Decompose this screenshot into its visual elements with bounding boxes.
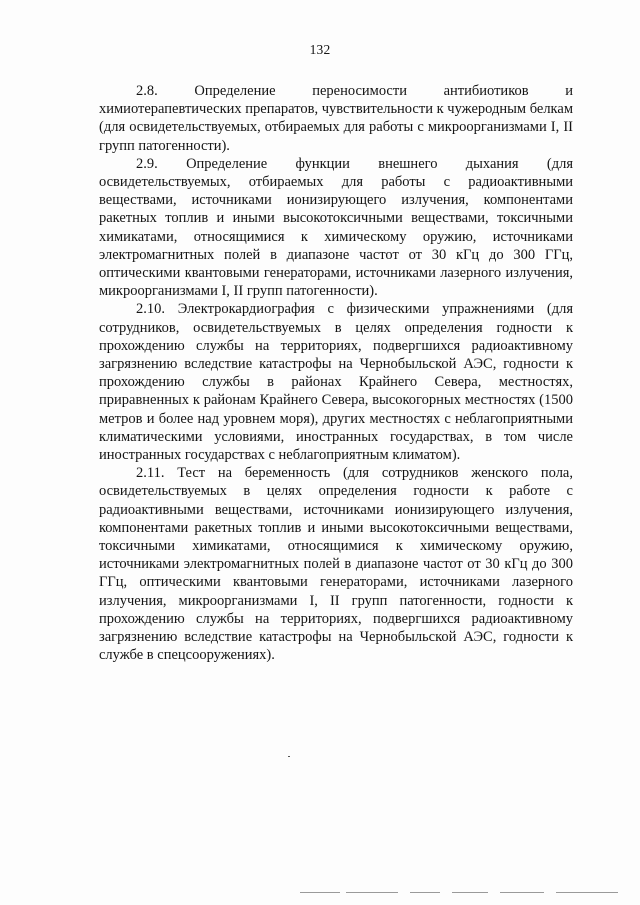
paragraph-text: Определение переносимости антибиотиков и химиотерапевтических препаратов, чувствительности к чужеродным белкам (для освидетельствуемых, отбираемых для работы с микроорганизмами I, II групп патогенности).	[99, 83, 573, 154]
scan-artifact-dot	[288, 756, 290, 757]
paragraph-2-11	[99, 464, 573, 664]
paragraph-2-9	[99, 155, 573, 301]
scan-edge-mark	[556, 892, 618, 893]
paragraph-2-10	[99, 300, 573, 464]
paragraph-2-8	[99, 82, 573, 155]
scan-edge-mark	[410, 892, 440, 893]
paragraph-text: Электрокардиография с физическими упражнениями (для сотрудников, освидетельствуемых в целях определения годности к прохождению службы на территориях, подвергшихся радиоактивному загрязнению вследствие катастрофы на Чернобыльской АЭС, годности к прохождению службы в районах Крайнего Севера, местностях, приравненных к районам Крайнего Севера, высокогорных местностях (1500 метров и более над уровнем моря), других местностях с неблагоприятными климатическими условиями, иностранных государствах, в том числе иностранных государствах с неблагоприятным климатом).	[99, 301, 573, 464]
scan-edge-mark	[452, 892, 488, 893]
paragraph-number: 2.10.	[136, 301, 165, 318]
paragraph-text: Тест на беременность (для сотрудников женского пола, освидетельствуемых в целях определения годности к работе с радиоактивными веществами, источниками ионизирующего излучения, компонентами ракетных топлив и иными высокотоксичными веществами, токсичными химикатами, относящимися к химическому оружию, источниками электромагнитных полей в диапазоне частот от 30 кГц до 300 ГГц, оптическими квантовыми генераторами, источниками лазерного излучения, микроорганизмами I, II групп патогенности, годности к прохождению службы на территориях, подвергшихся радиоактивному загрязнению вследствие катастрофы на Чернобыльской АЭС, годности к службе в спецсооружениях).	[99, 465, 573, 664]
scan-edge-mark	[500, 892, 544, 893]
scan-edge-mark	[300, 892, 340, 893]
paragraph-number: 2.8.	[136, 83, 158, 99]
paragraph-text: Определение функции внешнего дыхания (для освидетельствуемых, отбираемых для работы с радиоактивными веществами, источниками ионизирующего излучения, компонентами ракетных топлив и иными высокотоксичными веществами, токсичными химикатами, относящимися к химическому оружию, источниками электромагнитных полей в диапазоне частот от 30 кГц до 300 ГГц, оптическими квантовыми генераторами, источниками лазерного излучения, микроорганизмами I, II групп патогенности).	[99, 155, 573, 300]
page-number: 132	[309, 42, 331, 57]
paragraph-number: 2.9.	[136, 155, 158, 172]
paragraph-number: 2.11.	[136, 465, 165, 482]
document-body	[99, 82, 573, 665]
scan-edge-mark	[346, 892, 398, 893]
